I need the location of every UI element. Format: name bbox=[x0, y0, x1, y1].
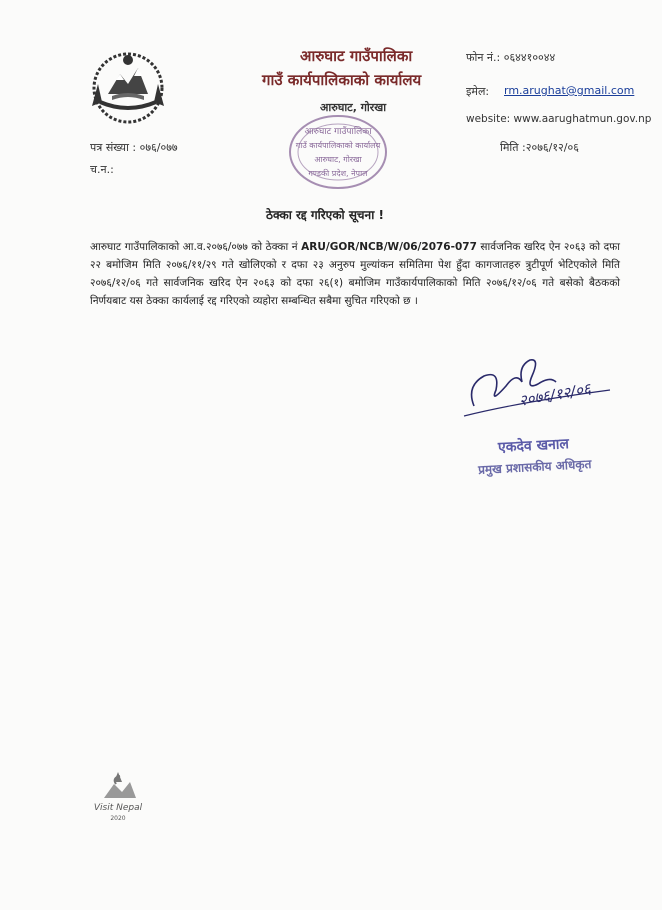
contract-number: ARU/GOR/NCB/W/06/2076-077 bbox=[301, 241, 477, 253]
signature bbox=[460, 346, 620, 426]
signer-name: एकदेव खनाल bbox=[497, 436, 570, 456]
org-name: आरुघाट गाउँपालिका bbox=[300, 47, 413, 65]
letter-date: मिति :२०७६/१२/०६ bbox=[500, 141, 579, 154]
phone-number: फोन नं.: ०६४४१००४४ bbox=[466, 51, 556, 64]
office-stamp bbox=[286, 110, 390, 194]
stamp-line-4: गण्डकी प्रदेश, नेपाल bbox=[308, 169, 368, 178]
nepal-emblem-icon bbox=[86, 44, 170, 128]
email-label: इमेल: bbox=[466, 85, 490, 98]
dispatch-number: च.न.: bbox=[90, 163, 114, 176]
notice-body bbox=[90, 238, 620, 310]
footer-logo-year: 2020 bbox=[110, 815, 126, 822]
notice-subject: ठेक्का रद्द गरिएको सूचना ! bbox=[266, 208, 384, 222]
signer-title: प्रमुख प्रशासकीय अधिकृत bbox=[477, 457, 592, 477]
website-link[interactable]: website: www.aarughatmun.gov.np bbox=[466, 113, 652, 125]
stamp-line-3: आरुघाट, गोरखा bbox=[314, 155, 362, 164]
notice-body-start: आरुघाट गाउँपालिकाको आ.व.२०७६/०७७ को ठेक्का नं bbox=[90, 241, 302, 253]
handwritten-date: २०७६/१२/०६ bbox=[517, 379, 593, 410]
office-name: गाउँ कार्यपालिकाको कार्यालय bbox=[262, 71, 422, 89]
stamp-line-1: आरुघाट गाउँपालिका bbox=[304, 127, 372, 137]
email-link[interactable]: rm.arughat@gmail.com bbox=[504, 84, 635, 97]
footer-logo-text: Visit Nepal bbox=[93, 803, 143, 813]
stamp-line-2: गाउँ कार्यपालिकाको कार्यालय bbox=[295, 141, 381, 150]
visit-nepal-logo bbox=[92, 768, 144, 824]
notice-body-rest: सार्वजनिक खरिद ऐन २०६३ को दफा २२ बमोजिम मिति २०७६/११/२९ गते खोलिएको र दफा २३ अनुरुप मुल्यांकन समितिमा पेश हुँदा कागजातहरु त्रुटीपूर्ण भेटिएकोले मिति २०७६/१२/०६ गते सार्वजनिक खरिद ऐन २०६३ को दफा २६(१) बमोजिम गाउँकार्यपालिकाको मिति २०७६/१२/०६ गते बसेको बैठकको निर्णयबाट यस ठेक्का कार्यलाई रद्द गरिएको व्यहोरा सम्बन्धित सबैमा सुचित गरिएको छ । bbox=[90, 241, 620, 307]
office-address: आरुघाट, गोरखा bbox=[320, 101, 387, 114]
reference-number: पत्र संख्या : ०७६/०७७ bbox=[90, 141, 178, 154]
